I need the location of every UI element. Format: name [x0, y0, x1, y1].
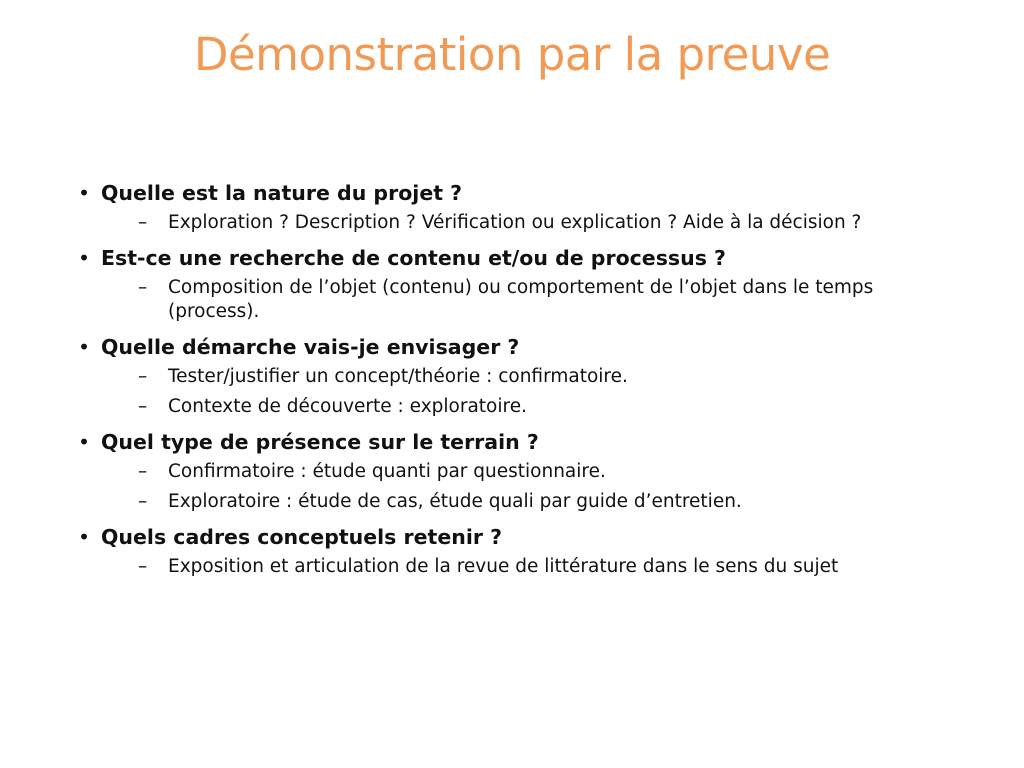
sub-text: Confirmatoire : étude quanti par questionnaire. [168, 461, 606, 482]
bullet-dot-icon: • [78, 525, 91, 549]
slide-title: Démonstration par la preuve [193, 28, 831, 81]
bullet-item [78, 245, 958, 324]
sub-item [101, 276, 958, 324]
bullet-dot-icon: • [78, 181, 91, 205]
bullet-item [78, 429, 958, 514]
sub-list [101, 555, 958, 579]
bullet-text: Quelle est la nature du projet ? [101, 181, 463, 205]
sub-item [101, 395, 958, 419]
sub-item [101, 555, 958, 579]
sub-text: Tester/justifier un concept/théorie : confirmatoire. [168, 366, 628, 387]
dash-icon: – [138, 461, 148, 482]
bullet-text: Est-ce une recherche de contenu et/ou de processus ? [101, 246, 726, 270]
sub-item [101, 490, 958, 514]
sub-item [101, 460, 958, 484]
bullet-dot-icon: • [78, 246, 91, 270]
sub-text: Composition de l’objet (contenu) ou comportement de l’objet dans le temps (process). [168, 277, 874, 322]
sub-list [101, 276, 958, 324]
bullet-text: Quels cadres conceptuels retenir ? [101, 525, 503, 549]
bullet-list [78, 180, 958, 579]
sub-text: Exploration ? Description ? Vérification ou explication ? Aide à la décision ? [168, 212, 862, 233]
sub-text: Contexte de découverte : exploratoire. [168, 396, 527, 417]
bullet-item [78, 180, 958, 235]
sub-text: Exploratoire : étude de cas, étude quali par guide d’entretien. [168, 491, 742, 512]
sub-item [101, 211, 958, 235]
sub-text: Exposition et articulation de la revue de littérature dans le sens du sujet [168, 556, 839, 577]
bullet-item [78, 334, 958, 419]
sub-list [101, 365, 958, 419]
dash-icon: – [138, 556, 148, 577]
bullet-dot-icon: • [78, 335, 91, 359]
sub-list [101, 460, 958, 514]
bullet-dot-icon: • [78, 430, 91, 454]
dash-icon: – [138, 396, 148, 417]
dash-icon: – [138, 491, 148, 512]
dash-icon: – [138, 212, 148, 233]
bullet-text: Quelle démarche vais-je envisager ? [101, 335, 520, 359]
dash-icon: – [138, 277, 148, 298]
dash-icon: – [138, 366, 148, 387]
bullet-item [78, 524, 958, 579]
sub-item [101, 365, 958, 389]
sub-list [101, 211, 958, 235]
bullet-text: Quel type de présence sur le terrain ? [101, 430, 539, 454]
